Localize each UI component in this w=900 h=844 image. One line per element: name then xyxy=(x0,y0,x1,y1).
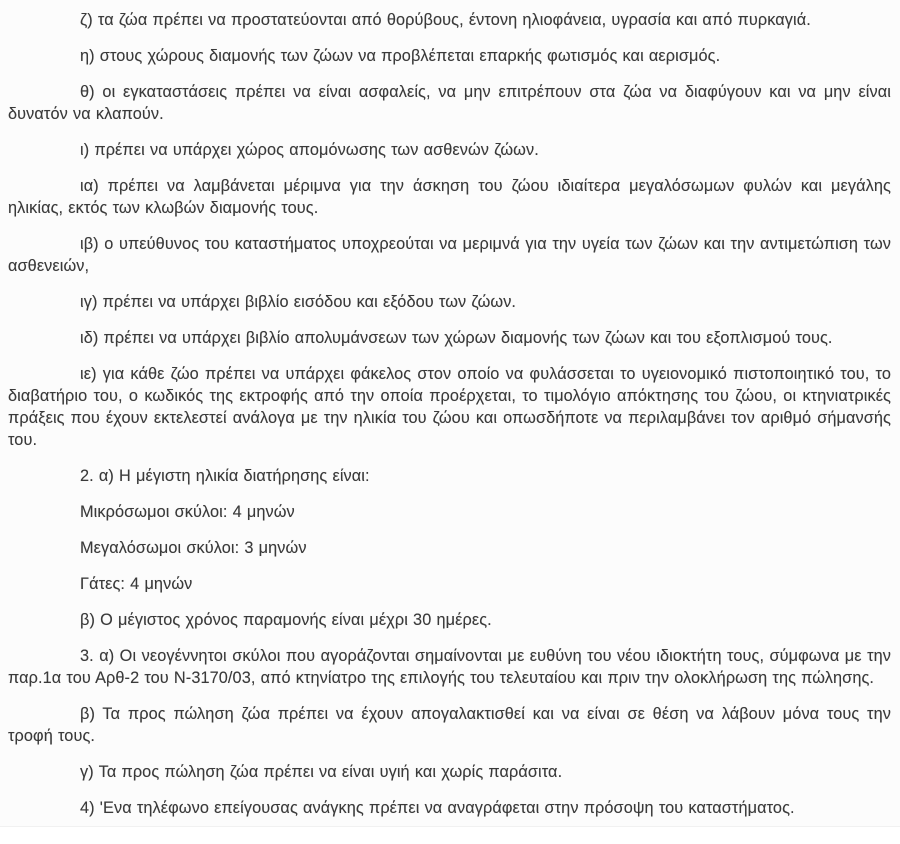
paragraph-3b: β) Τα προς πώληση ζώα πρέπει να έχουν απογαλακτισθεί και να είναι σε θέση να λάβουν μόνα τους την τροφή τους. xyxy=(8,705,891,745)
paragraph-ia: ια) πρέπει να λαμβάνεται μέριμνα για την άσκηση του ζώου ιδιαίτερα μεγαλόσωμων φυλών και μεγάλης ηλικίας, εκτός των κλωβών διαμονής τους. xyxy=(8,177,891,217)
paragraph-2b: β) Ο μέγιστος χρόνος παραμονής είναι μέχρι 30 ημέρες. xyxy=(80,611,492,629)
paragraph-2a-heading: 2. α) Η μέγιστη ηλικία διατήρησης είναι: xyxy=(80,467,370,485)
paragraph-eta: η) στους χώρους διαμονής των ζώων να προβλέπεται επαρκής φωτισμός και αερισμός. xyxy=(80,47,721,65)
paragraph-id: ιδ) πρέπει να υπάρχει βιβλίο απολυμάνσεων των χώρων διαμονής των ζώων και του εξοπλισμού τους. xyxy=(80,329,833,347)
paragraph-ie: ιε) για κάθε ζώο πρέπει να υπάρχει φάκελος στον οποίο να φυλάσσεται το υγειονομικό πιστοποιητικό του, το διαβατήριο του, ο κωδικός της εκτροφής από την οποία προέρχεται, το τιμολόγιο απόκτησης του ζώου, οι κτηνιατρικές πράξεις που έχουν εκτελεστεί ανάλογα με την ηλικία του ζώου και οπωσδήποτε να περιλαμβάνει τον αριθμό σήμανσής του. xyxy=(8,365,891,449)
line-cats-age: Γάτες: 4 μηνών xyxy=(80,575,193,593)
paragraph-ig: ιγ) πρέπει να υπάρχει βιβλίο εισόδου και εξόδου των ζώων. xyxy=(80,293,517,311)
paragraph-theta: θ) οι εγκαταστάσεις πρέπει να είναι ασφαλείς, να μην επιτρέπουν στα ζώα να διαφύγουν και να μην είναι δυνατόν να κλαπούν. xyxy=(8,83,891,123)
line-small-dogs-age: Μικρόσωμοι σκύλοι: 4 μηνών xyxy=(80,503,295,521)
paragraph-3a: 3. α) Οι νεογέννητοι σκύλοι που αγοράζονται σημαίνονται με ευθύνη του νέου ιδιοκτήτη τους, σύμφωνα με την παρ.1α του Αρθ-2 του Ν-3170/03, από κτηνίατρο της επιλογής του τελευταίου και πριν την ολοκλήρωση της πώλησης. xyxy=(8,647,891,687)
paragraph-3g: γ) Τα προς πώληση ζώα πρέπει να είναι υγιή και χωρίς παράσιτα. xyxy=(80,763,563,781)
line-large-dogs-age: Μεγαλόσωμοι σκύλοι: 3 μηνών xyxy=(80,539,307,557)
paragraph-ib: ιβ) ο υπεύθυνος του καταστήματος υποχρεούται να μεριμνά για την υγεία των ζώων και την αντιμετώπιση των ασθενειών, xyxy=(8,235,891,275)
paragraph-zeta: ζ) τα ζώα πρέπει να προστατεύονται από θορύβους, έντονη ηλιοφάνεια, υγρασία και από πυρκαγιά. xyxy=(80,11,811,29)
paragraph-4: 4) 'Ενα τηλέφωνο επείγουσας ανάγκης πρέπει να αναγράφεται στην πρόσοψη του καταστήματος. xyxy=(80,799,795,817)
page-bottom-edge xyxy=(0,826,900,844)
paragraph-iota: ι) πρέπει να υπάρχει χώρος απομόνωσης των ασθενών ζώων. xyxy=(80,141,539,159)
